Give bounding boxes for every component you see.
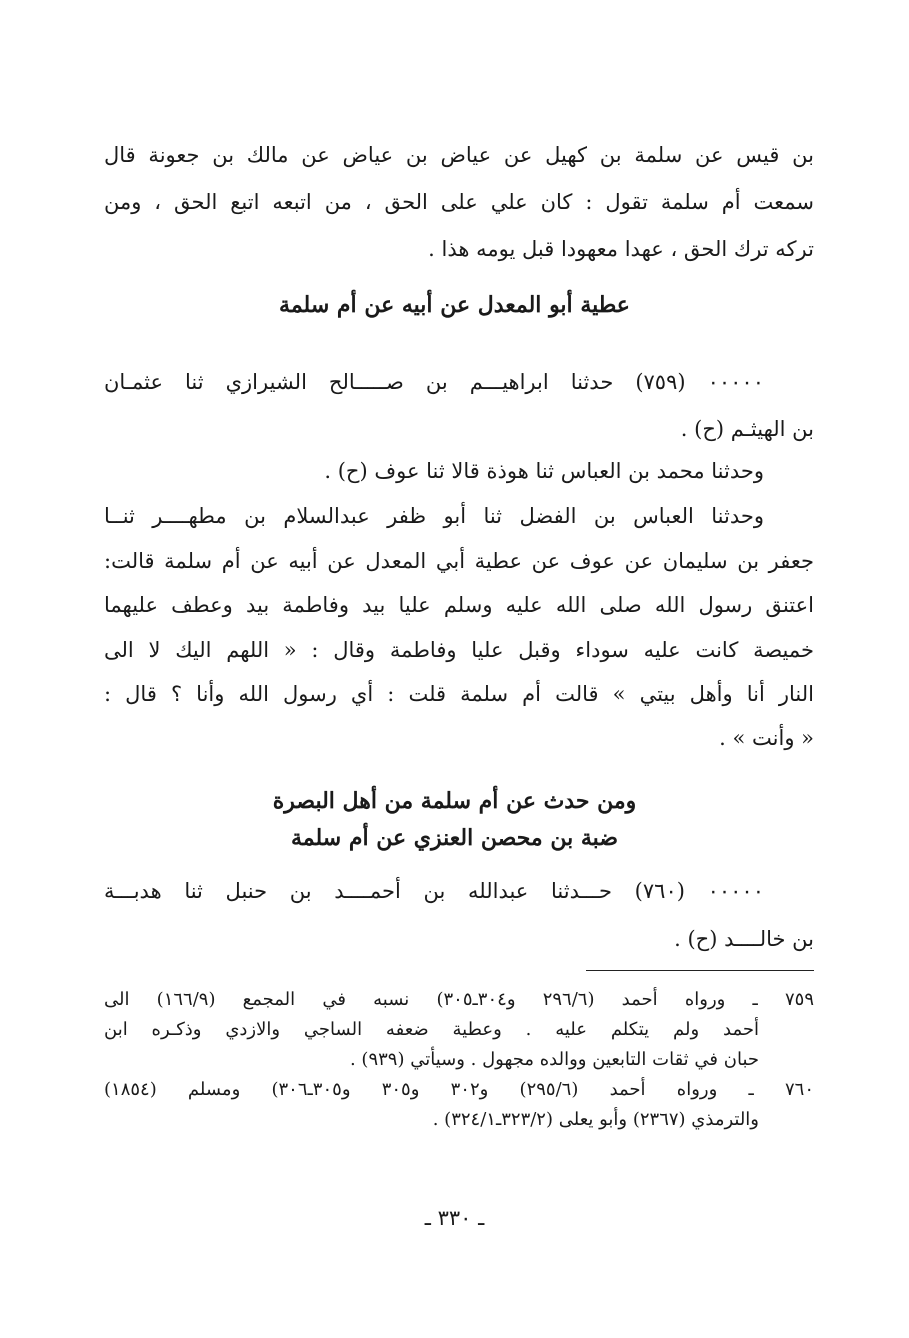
section-heading: عطية أبو المعدل عن أبيه عن أم سلمة	[279, 292, 630, 318]
footnote-line: ٧٦٠ ـ ورواه أحمد (٢٩٥/٦) و٣٠٢ و٣٠٥ و٣٠٥ـ٣٠٦) ومسلم (١٨٥٤)	[104, 1079, 814, 1100]
text-line: سمعت أم سلمة تقول : كان علي على الحق ، من اتبعه اتبع الحق ، ومن	[104, 190, 814, 214]
section-heading: ومن حدث عن أم سلمة من أهل البصرة	[272, 788, 637, 814]
section-heading: ضبة بن محصن العنزي عن أم سلمة	[290, 825, 618, 851]
text-line: وحدثنا العباس بن الفضل ثنا أبو ظفر عبدالسلام بن مطهــــر ثنــا	[104, 504, 764, 528]
hadith-line: ٠٠٠٠٠ (٧٥٩) حدثنا ابراهيـــم بن صـــــالح الشيرازي ثنا عثمـان	[104, 370, 764, 394]
text-line: بن قيس عن سلمة بن كهيل عن عياض بن عياض عن مالك بن جعونة قال	[104, 143, 814, 167]
page-number: ـ ٣٣٠ ـ	[424, 1206, 485, 1230]
text-line: تركه ترك الحق ، عهدا معهودا قبل يومه هذا .	[428, 237, 814, 261]
footnote-line: حبان في ثقات التابعين ووالده مجهول . وسيأتي (٩٣٩) .	[349, 1049, 759, 1070]
text-line: النار أنا وأهل بيتي » قالت أم سلمة قلت : أي رسول الله وأنا ؟ قال :	[104, 682, 814, 706]
footnote-rule	[586, 970, 814, 971]
hadith-line: بن خالــــد (ح) .	[674, 927, 814, 951]
text-line: اعتنق رسول الله صلى الله عليه وسلم عليا بيد وفاطمة بيد وعطف عليهما	[104, 593, 814, 617]
hadith-line: ٠٠٠٠٠ (٧٦٠) حـــدثنا عبدالله بن أحمــــد بن حنبل ثنا هدبـــة	[104, 879, 764, 903]
footnote-line: أحمد ولم يتكلم عليه . وعطية ضعفه الساجي والازدي وذكـره ابن	[104, 1019, 759, 1040]
footnote-line: والترمذي (٢٣٦٧) وأبو يعلى (٣٢٣/٢ـ٣٢٤/١) .	[432, 1109, 759, 1130]
chain-line: وحدثنا محمد بن العباس ثنا هوذة قالا ثنا عوف (ح) .	[324, 459, 764, 483]
text-line: « وأنت » .	[719, 726, 814, 750]
text-line: خميصة كانت عليه سوداء وقبل عليا وفاطمة وقال : « اللهم اليك لا الى	[104, 638, 814, 662]
footnote-line: ٧٥٩ ـ ورواه أحمد (٢٩٦/٦ و٣٠٤ـ٣٠٥) نسبه في المجمع (١٦٦/٩) الى	[104, 989, 814, 1010]
text-line: جعفر بن سليمان عن عوف عن عطية أبي المعدل عن أبيه عن أم سلمة قالت:	[104, 549, 814, 573]
hadith-line: بن الهيثـم (ح) .	[680, 417, 814, 441]
